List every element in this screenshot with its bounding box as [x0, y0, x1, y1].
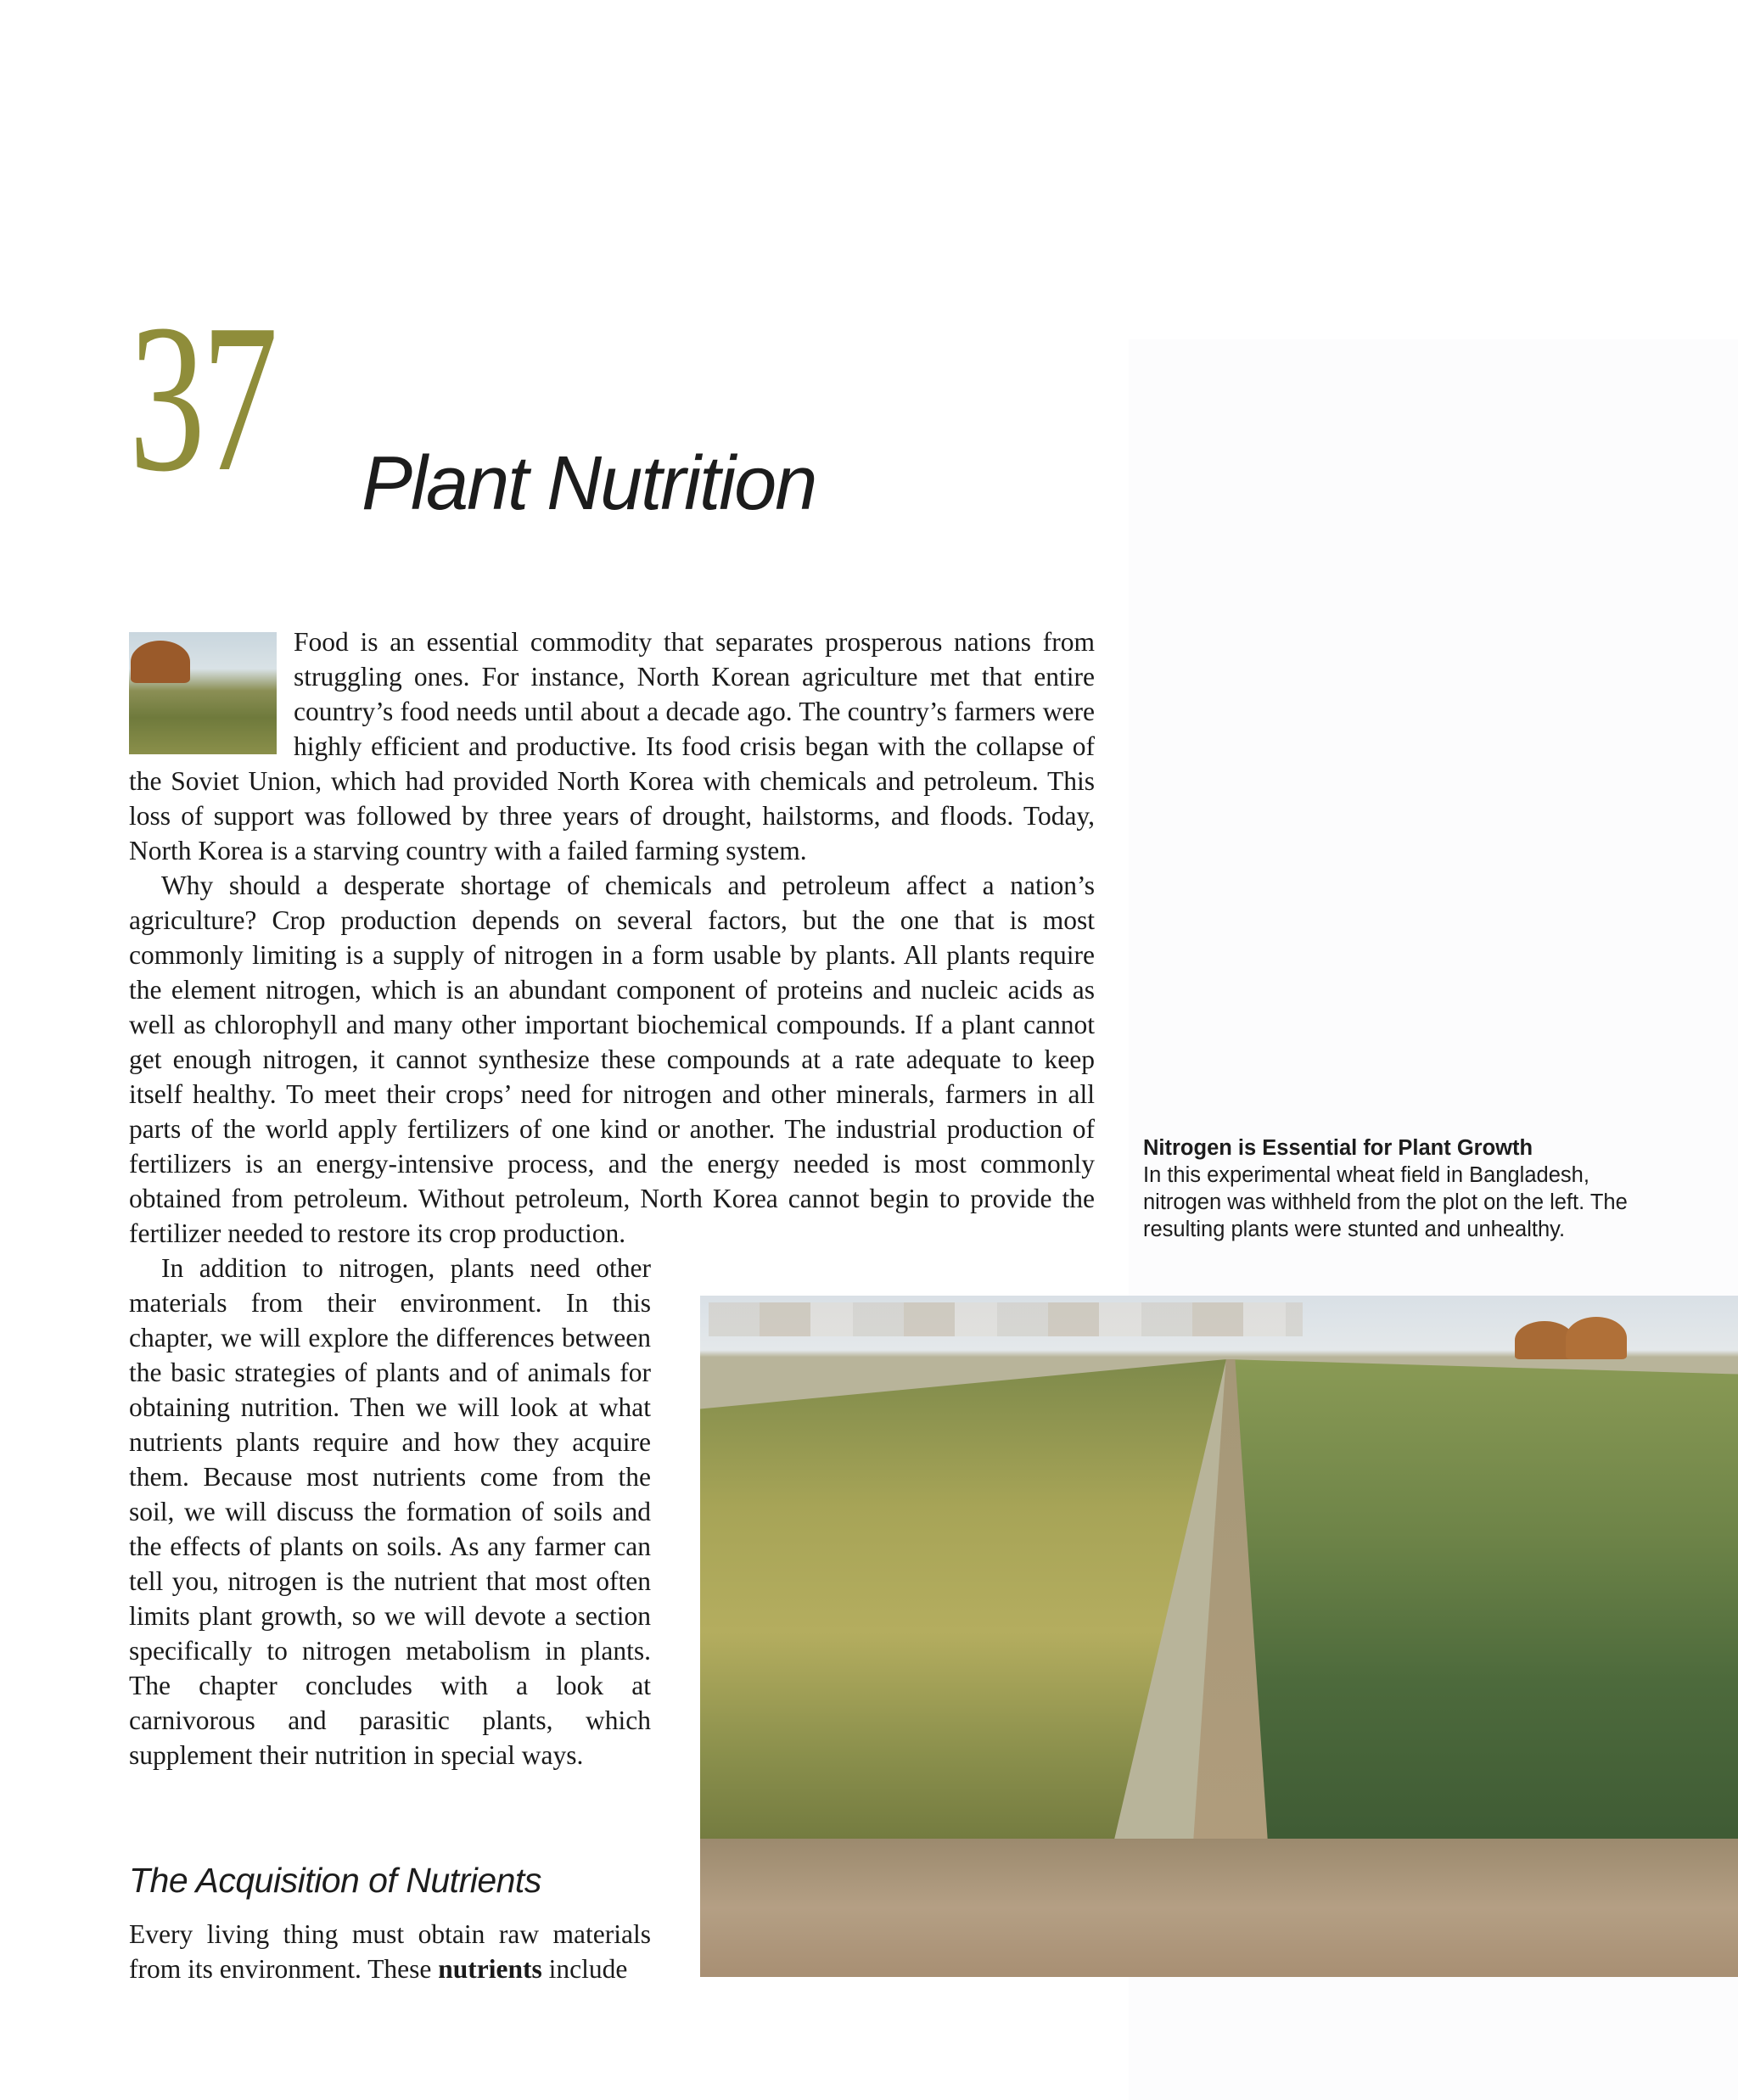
photo-stunted-wheat-plot	[700, 1359, 1226, 1856]
figure-caption	[1143, 1134, 1652, 1243]
figure-caption-body: In this experimental wheat field in Bangladesh, nitrogen was withheld from the plot on the left. The resulting plants were stunted and unhealthy.	[1143, 1163, 1628, 1241]
intro-paragraph-1-text: Food is an essential commodity that separates prosperous nations from struggling ones. For instance, North Korean agriculture met that entire country’s food needs until about a decade ago. The country’s farmers were highly efficient and productive. Its food crisis began with the collapse of the Soviet Union, which had provided North Korea with chemicals and petroleum. This loss of support was followed by three years of drought, hailstorms, and floods. Today, North Korea is a starving country with a failed farming system.	[129, 627, 1095, 865]
intro-paragraph-2: Why should a desperate shortage of chemicals and petroleum affect a nation’s agriculture? Crop production depends on several factors, but the one that is most commonly limiting is a supply of nitrogen in a form usable by plants. All plants require the element nitrogen, which is an abundant component of proteins and nucleic acids as well as chlorophyll and many other important biochemical compounds. If a plant cannot get enough nitrogen, it cannot synthesize these compounds at a rate adequate to keep itself healthy. To meet their crops’ need for nitrogen and other minerals, farmers in all parts of the world apply fertilizers of one kind or another. The industrial production of fertilizers is an energy-intensive process, and the energy needed is most commonly obtained from petroleum. Without petroleum, North Korea cannot begin to provide the fertilizer needed to restore its crop production.	[129, 871, 1095, 1248]
chapter-number: 37	[129, 281, 275, 516]
photo-healthy-wheat-plot	[1226, 1359, 1738, 1856]
section-heading: The Acquisition of Nutrients	[129, 1861, 541, 1900]
intro-paragraph-1	[129, 624, 1095, 868]
photo-haystack-2	[1566, 1317, 1627, 1359]
section-text-after: include	[541, 1954, 628, 1984]
section-bold-term: nutrients	[438, 1954, 542, 1984]
photo-background-buildings	[709, 1302, 1303, 1336]
intro-paragraph-3: In addition to nitrogen, plants need other materials from their environment. In this chapter, we will explore the differences between the basic strategies of plants and of animals for obtaining nutrition. Then we will look at what nutrients plants require and how they acquire them. Because most nutrients come from the soil, we will discuss the formation of soils and the effects of plants on soils. As any farmer can tell you, nitrogen is the nutrient that most often limits plant growth, so we will devote a section specifically to nitrogen metabolism in plants. The chapter concludes with a look at carnivorous and parasitic plants, which supplement their nutrition in special ways.	[129, 1253, 651, 1770]
figure-caption-title: Nitrogen is Essential for Plant Growth	[1143, 1136, 1533, 1160]
section-text-before: Every living thing must obtain raw materials from its environment. These	[129, 1919, 651, 1984]
photo-soil-foreground	[700, 1839, 1738, 1977]
chapter-title: Plant Nutrition	[362, 441, 816, 526]
wheat-field-photo	[700, 1296, 1738, 1977]
section-paragraph	[129, 1917, 651, 1986]
thumbnail-spacer	[129, 624, 294, 750]
